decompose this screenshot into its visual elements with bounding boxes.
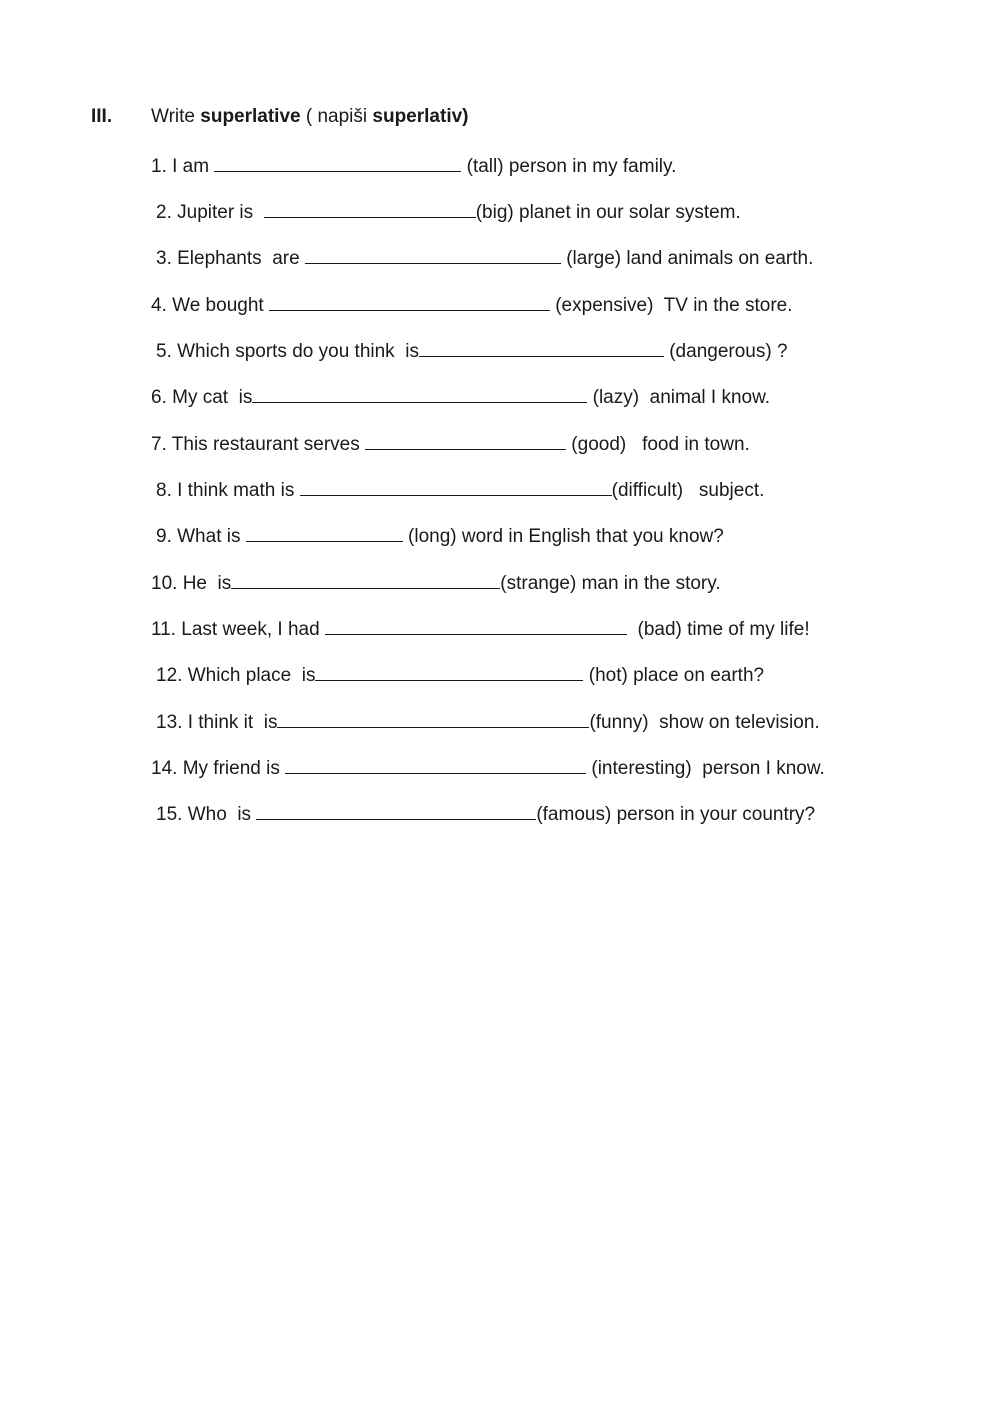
item-text-before: 3. Elephants are	[156, 248, 305, 269]
instruction-bold-2: superlativ)	[372, 106, 469, 127]
item-text-after: (tall) person in my family.	[461, 156, 677, 177]
list-item	[156, 800, 815, 828]
list-item	[151, 569, 721, 597]
item-text-before: 15. Who is	[156, 804, 257, 825]
section-number: III.	[91, 106, 113, 127]
list-item	[151, 152, 676, 180]
answer-blank[interactable]	[285, 754, 586, 774]
list-item	[151, 291, 793, 319]
list-item	[151, 754, 825, 782]
answer-blank[interactable]	[419, 337, 664, 357]
instruction	[151, 106, 469, 128]
item-text-before: 7. This restaurant serves	[151, 434, 366, 455]
item-text-after: (funny) show on television.	[589, 712, 820, 733]
item-text-after: (good) food in town.	[566, 434, 750, 455]
item-text-before: 1. I am	[151, 156, 215, 177]
answer-blank[interactable]	[315, 661, 583, 681]
item-text-before: 9. What is	[156, 526, 246, 547]
item-text-before: 10. He is	[151, 573, 232, 594]
answer-blank[interactable]	[252, 383, 587, 403]
answer-blank[interactable]	[305, 244, 561, 264]
answer-blank[interactable]	[264, 198, 476, 218]
item-text-before: 14. My friend is	[151, 758, 286, 779]
answer-blank[interactable]	[231, 569, 500, 589]
answer-blank[interactable]	[277, 708, 589, 728]
item-text-after: (hot) place on earth?	[583, 665, 765, 686]
item-text-before: 8. I think math is	[156, 480, 300, 501]
answer-blank[interactable]	[365, 430, 566, 450]
item-text-before: 13. I think it is	[156, 712, 278, 733]
answer-blank[interactable]	[269, 291, 550, 311]
list-item	[156, 476, 764, 504]
item-text-after: (expensive) TV in the store.	[549, 295, 793, 316]
list-item	[156, 198, 741, 226]
list-item	[156, 708, 820, 736]
item-text-after: (long) word in English that you know?	[402, 526, 724, 547]
item-text-after: (lazy) animal I know.	[587, 387, 771, 408]
item-text-before: 11. Last week, I had	[151, 619, 325, 640]
answer-blank[interactable]	[246, 522, 403, 542]
item-text-after: (difficult) subject.	[611, 480, 765, 501]
instruction-text-1: Write	[151, 106, 201, 127]
list-item	[156, 244, 813, 272]
item-text-before: 6. My cat is	[151, 387, 253, 408]
answer-blank[interactable]	[300, 476, 612, 496]
item-text-after: (famous) person in your country?	[536, 804, 816, 825]
answer-blank[interactable]	[214, 152, 461, 172]
item-text-after: (strange) man in the story.	[500, 573, 721, 594]
instruction-text-2: ( napiši	[300, 106, 373, 127]
item-text-before: 5. Which sports do you think is	[156, 341, 419, 362]
answer-blank[interactable]	[325, 615, 627, 635]
list-item	[156, 337, 788, 365]
item-text-before: 4. We bought	[151, 295, 269, 316]
answer-blank[interactable]	[256, 800, 536, 820]
list-item	[151, 383, 770, 411]
item-text-after: (interesting) person I know.	[586, 758, 825, 779]
item-text-after: (dangerous) ?	[663, 341, 788, 362]
list-item	[151, 615, 810, 643]
item-text-after: (bad) time of my life!	[626, 619, 810, 640]
item-text-after: (big) planet in our solar system.	[475, 202, 741, 223]
list-item	[151, 430, 750, 458]
list-item	[156, 661, 764, 689]
item-text-before: 2. Jupiter is	[156, 202, 264, 223]
instruction-bold-1: superlative	[200, 106, 301, 127]
item-text-before: 12. Which place is	[156, 665, 316, 686]
item-text-after: (large) land animals on earth.	[560, 248, 814, 269]
list-item	[156, 522, 724, 550]
exercise-heading	[0, 106, 1000, 134]
